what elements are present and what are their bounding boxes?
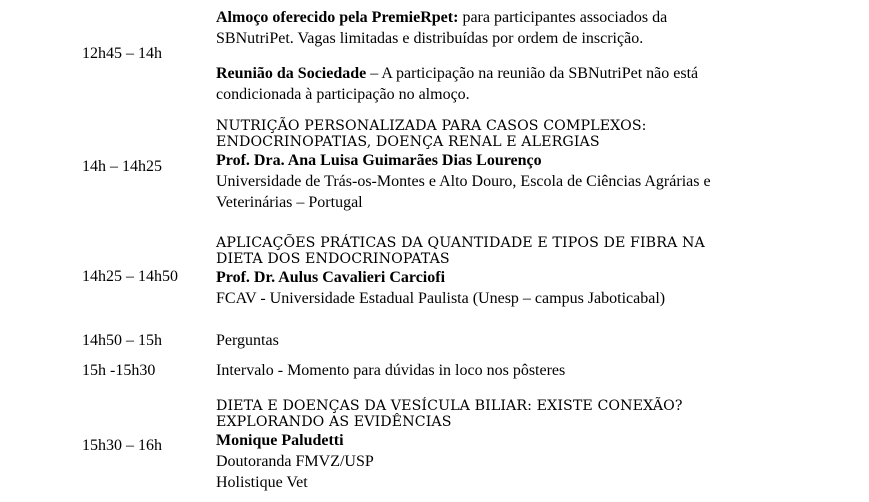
affiliation-line-2: Holistique Vet — [216, 474, 308, 491]
talk-title-line-1: NUTRIÇÃO PERSONALIZADA PARA CASOS COMPLEXOS: — [216, 118, 647, 134]
talk-title-line-2: EXPLORANDO AS EVIDÊNCIAS — [216, 414, 452, 430]
talk-title-line-2: ENDOCRINOPATIAS, DOENÇA RENAL E ALERGIAS — [216, 134, 600, 150]
session-content — [216, 235, 816, 309]
session-content — [216, 330, 816, 351]
meeting-line-2: condicionada à participação no almoço. — [216, 86, 470, 103]
talk-title-line-1: DIETA E DOENÇAS DA VESÍCULA BILIAR: EXISTE CONEXÃO? — [216, 398, 683, 414]
time-slot: 12h45 – 14h — [82, 45, 162, 62]
affiliation-line-1: Doutoranda FMVZ/USP — [216, 453, 374, 470]
session-content — [216, 118, 816, 213]
lunch-title: Almoço oferecido pela PremieRpet: — [216, 9, 459, 26]
session-content — [216, 360, 816, 381]
questions-text: Perguntas — [216, 332, 279, 349]
lunch-line-1 — [216, 7, 816, 28]
break-text: Intervalo - Momento para dúvidas in loco nos pôsteres — [216, 362, 566, 379]
time-slot: 14h – 14h25 — [82, 158, 162, 175]
talk-title-line-1: APLICAÇÕES PRÁTICAS DA QUANTIDADE E TIPOS DE FIBRA NA — [216, 235, 705, 251]
time-slot: 15h -15h30 — [82, 362, 156, 379]
speaker-name: Prof. Dr. Aulus Cavalieri Carciofi — [216, 269, 446, 286]
affiliation-line-1: Universidade de Trás-os-Montes e Alto Douro, Escola de Ciências Agrárias e — [216, 173, 711, 190]
meeting-line-1 — [216, 63, 816, 84]
time-slot: 14h25 – 14h50 — [82, 268, 178, 285]
session-content — [216, 7, 816, 105]
time-slot: 14h50 – 15h — [82, 332, 162, 349]
lunch-text: para participantes associados da — [458, 9, 668, 26]
affiliation-line-1: FCAV - Universidade Estadual Paulista (Unesp – campus Jaboticabal) — [216, 290, 666, 307]
speaker-name: Prof. Dra. Ana Luisa Guimarães Dias Lourenço — [216, 152, 542, 169]
lunch-line-2: SBNutriPet. Vagas limitadas e distribuídas por ordem de inscrição. — [216, 30, 644, 47]
session-content — [216, 398, 816, 493]
meeting-text: – A participação na reunião da SBNutriPet não está — [366, 65, 699, 82]
meeting-title: Reunião da Sociedade — [216, 65, 367, 82]
affiliation-line-2: Veterinárias – Portugal — [216, 194, 363, 211]
speaker-name: Monique Paludetti — [216, 432, 344, 449]
talk-title-line-2: DIETA DOS ENDOCRINOPATAS — [216, 251, 450, 267]
time-slot: 15h30 – 16h — [82, 437, 162, 454]
